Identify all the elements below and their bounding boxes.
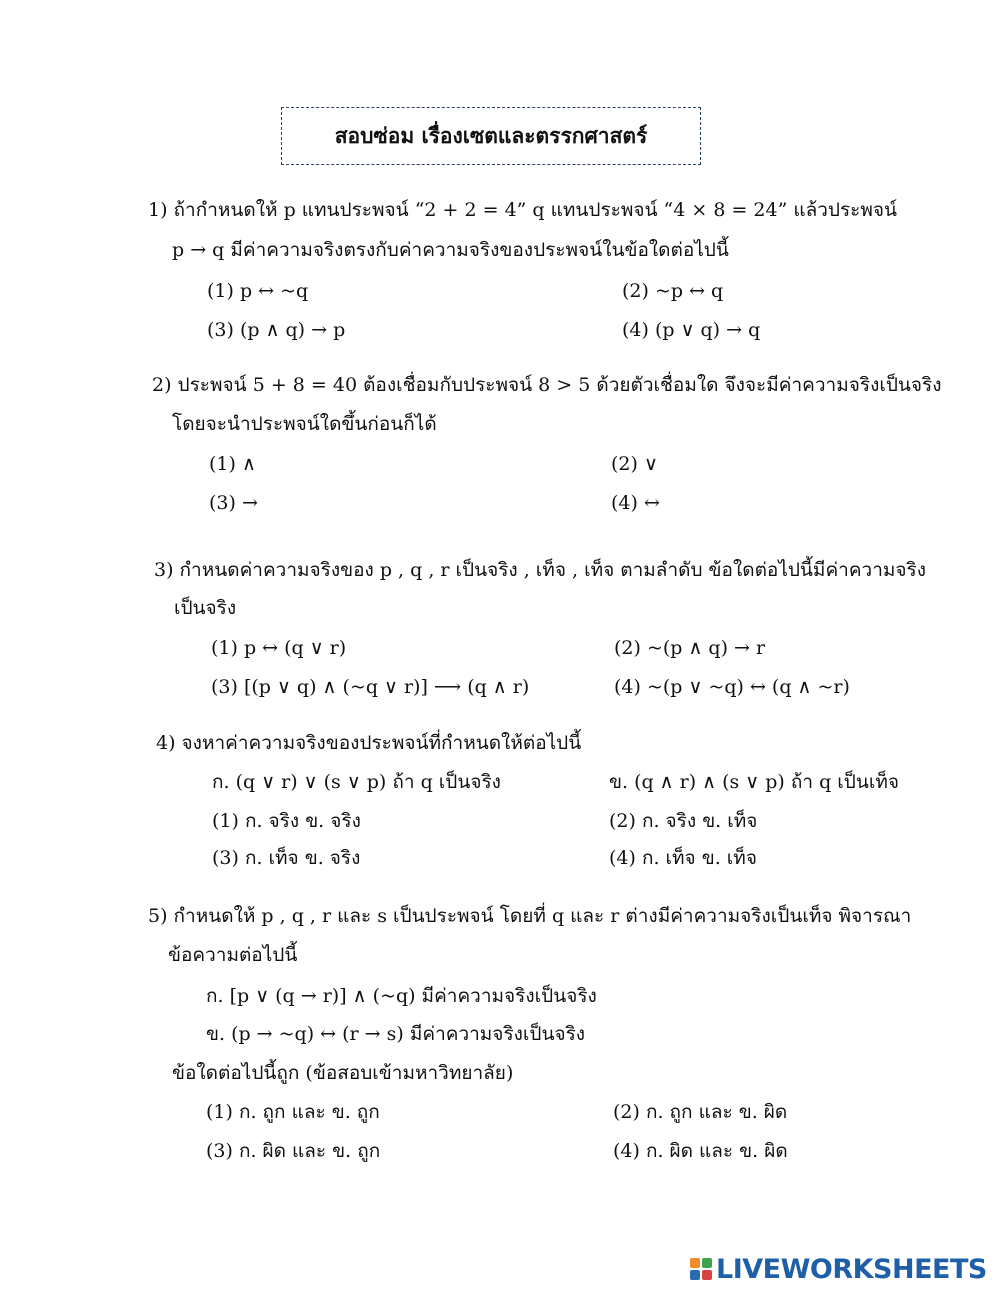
question-2-option-3[interactable]: (3) → [209, 492, 258, 514]
question-1-text-cont: p → q มีค่าความจริงตรงกับค่าความจริงของประพจน์ในข้อใดต่อไปนี้ [172, 239, 729, 261]
question-2-option-1[interactable]: (1) ∧ [209, 453, 256, 475]
question-4-option-3[interactable]: (3) ก. เท็จ ข. จริง [212, 847, 361, 869]
question-3-option-2[interactable]: (2) ~(p ∧ q) → r [614, 637, 766, 659]
question-5-statement-b: ข. (p → ~q) ↔ (r → s) มีค่าความจริงเป็นจริง [206, 1023, 586, 1045]
question-5-option-3[interactable]: (3) ก. ผิด และ ข. ถูก [206, 1140, 381, 1162]
question-5-option-4[interactable]: (4) ก. ผิด และ ข. ผิด [613, 1140, 788, 1162]
liveworksheets-logo[interactable] [690, 1254, 987, 1284]
question-5-statement-a: ก. [p ∨ (q → r)] ∧ (~q) มีค่าความจริงเป็นจริง [206, 985, 597, 1007]
question-1-option-4[interactable]: (4) (p ∨ q) → q [622, 319, 761, 341]
question-5-prompt: ข้อใดต่อไปนี้ถูก (ข้อสอบเข้ามหาวิทยาลัย) [172, 1062, 514, 1084]
question-4-option-1[interactable]: (1) ก. จริง ข. จริง [212, 810, 361, 832]
question-4-sub-b: ข. (q ∧ r) ∧ (s ∨ p) ถ้า q เป็นเท็จ [609, 771, 899, 793]
question-4-text: 4) จงหาค่าความจริงของประพจน์ที่กำหนดให้ต่อไปนี้ [156, 732, 582, 754]
question-2-text: 2) ประพจน์ 5 + 8 = 40 ต้องเชื่อมกับประพจน์ 8 > 5 ด้วยตัวเชื่อมใด จึงจะมีค่าความจริงเป็นจริง [152, 374, 942, 396]
logo-square-3 [690, 1270, 700, 1280]
liveworksheets-logo-icon [690, 1258, 712, 1280]
question-5-option-1[interactable]: (1) ก. ถูก และ ข. ถูก [206, 1101, 380, 1123]
question-2-option-4[interactable]: (4) ↔ [611, 492, 660, 514]
page-title: สอบซ่อม เรื่องเซตและตรรกศาสตร์ [334, 123, 648, 148]
question-3-text-cont: เป็นจริง [174, 597, 237, 619]
title-box [281, 107, 701, 165]
question-4-option-2[interactable]: (2) ก. จริง ข. เท็จ [609, 810, 758, 832]
question-1-option-1[interactable]: (1) p ↔ ~q [207, 280, 309, 302]
logo-square-2 [702, 1258, 712, 1268]
logo-square-4 [702, 1270, 712, 1280]
question-3-option-4[interactable]: (4) ~(p ∨ ~q) ↔ (q ∧ ~r) [614, 676, 850, 698]
question-1-text: 1) ถ้ากำหนดให้ p แทนประพจน์ “2 + 2 = 4” q แทนประพจน์ “4 × 8 = 24” แล้วประพจน์ [148, 199, 898, 221]
question-1-option-2[interactable]: (2) ~p ↔ q [622, 280, 724, 302]
question-5-option-2[interactable]: (2) ก. ถูก และ ข. ผิด [613, 1101, 788, 1123]
question-5-text-cont: ข้อความต่อไปนี้ [168, 944, 298, 966]
liveworksheets-logo-text: LIVEWORKSHEETS [716, 1253, 987, 1285]
question-2-option-2[interactable]: (2) ∨ [611, 453, 658, 475]
question-4-sub-a: ก. (q ∨ r) ∨ (s ∨ p) ถ้า q เป็นจริง [212, 771, 501, 793]
question-3-option-3[interactable]: (3) [(p ∨ q) ∧ (~q ∨ r)] ⟶ (q ∧ r) [211, 676, 530, 698]
question-3-option-1[interactable]: (1) p ↔ (q ∨ r) [211, 637, 347, 659]
question-5-text: 5) กำหนดให้ p , q , r และ s เป็นประพจน์ โดยที่ q และ r ต่างมีค่าความจริงเป็นเท็จ พิจารณา [148, 905, 912, 927]
question-2-text-cont: โดยจะนำประพจน์ใดขึ้นก่อนก็ได้ [172, 413, 437, 435]
question-1-option-3[interactable]: (3) (p ∧ q) → p [207, 319, 346, 341]
question-3-text: 3) กำหนดค่าความจริงของ p , q , r เป็นจริง , เท็จ , เท็จ ตามลำดับ ข้อใดต่อไปนี้มีค่าความจริง [154, 559, 927, 581]
logo-square-1 [690, 1258, 700, 1268]
question-4-option-4[interactable]: (4) ก. เท็จ ข. เท็จ [609, 847, 757, 869]
